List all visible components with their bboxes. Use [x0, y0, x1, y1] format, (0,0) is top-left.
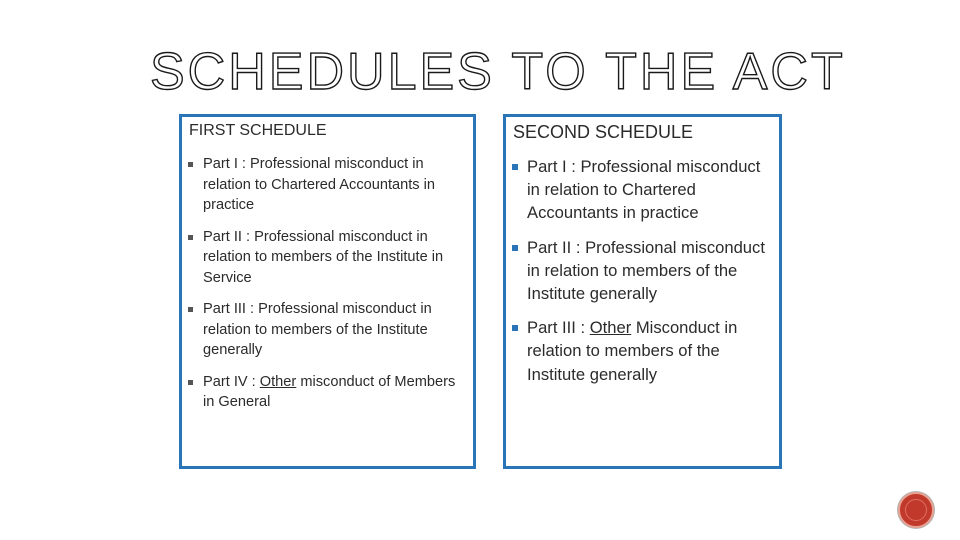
list-item — [506, 316, 778, 386]
square-bullet-icon — [188, 162, 193, 167]
square-bullet-icon — [188, 380, 193, 385]
square-bullet-icon — [188, 307, 193, 312]
first-schedule-box — [179, 114, 476, 469]
first-schedule-list — [182, 154, 474, 424]
part-label: Part III — [203, 301, 246, 317]
list-item — [182, 299, 474, 361]
list-item — [506, 236, 778, 306]
part-text: : — [247, 373, 260, 390]
list-item — [182, 154, 474, 216]
square-bullet-icon — [188, 235, 193, 240]
part-label: Part II — [527, 237, 572, 257]
part-text: : Professional misconduct in relation to Chartered Accountants in practice — [203, 156, 436, 213]
badge-ring-icon — [905, 499, 927, 521]
part-text: Misconduct in relation to members of the Institute generally — [527, 318, 738, 384]
list-item — [182, 372, 474, 413]
part-text: : — [575, 318, 590, 338]
part-label: Part II — [203, 228, 242, 245]
square-bullet-icon — [512, 325, 518, 331]
page-title: SCHEDULES TO THE ACT — [150, 43, 846, 101]
list-item — [506, 155, 778, 225]
list-item — [182, 227, 474, 289]
part-text: : Professional misconduct in relation to Chartered Accountants in practice — [527, 157, 761, 223]
part-text: : Professional misconduct in relation to members of the Institute generally — [527, 237, 765, 304]
part-label: Part IV — [203, 373, 248, 390]
part-text: : Professional misconduct in relation to members of the Institute in Service — [203, 228, 444, 286]
part-text: misconduct of Members in General — [203, 373, 456, 410]
part-text: : Professional misconduct in relation to members of the Institute generally — [203, 301, 432, 358]
square-bullet-icon — [512, 245, 518, 251]
part-text-underlined: Other — [259, 373, 297, 390]
second-schedule-box — [503, 114, 782, 469]
second-schedule-heading: SECOND SCHEDULE — [513, 122, 694, 142]
page-number-badge — [898, 492, 934, 528]
part-text-underlined: Other — [589, 318, 632, 338]
second-schedule-list — [506, 155, 778, 397]
part-label: Part III — [527, 318, 576, 338]
first-schedule-heading: FIRST SCHEDULE — [189, 122, 327, 139]
part-label: Part I — [203, 156, 238, 172]
part-label: Part I — [527, 157, 567, 176]
square-bullet-icon — [512, 164, 518, 170]
